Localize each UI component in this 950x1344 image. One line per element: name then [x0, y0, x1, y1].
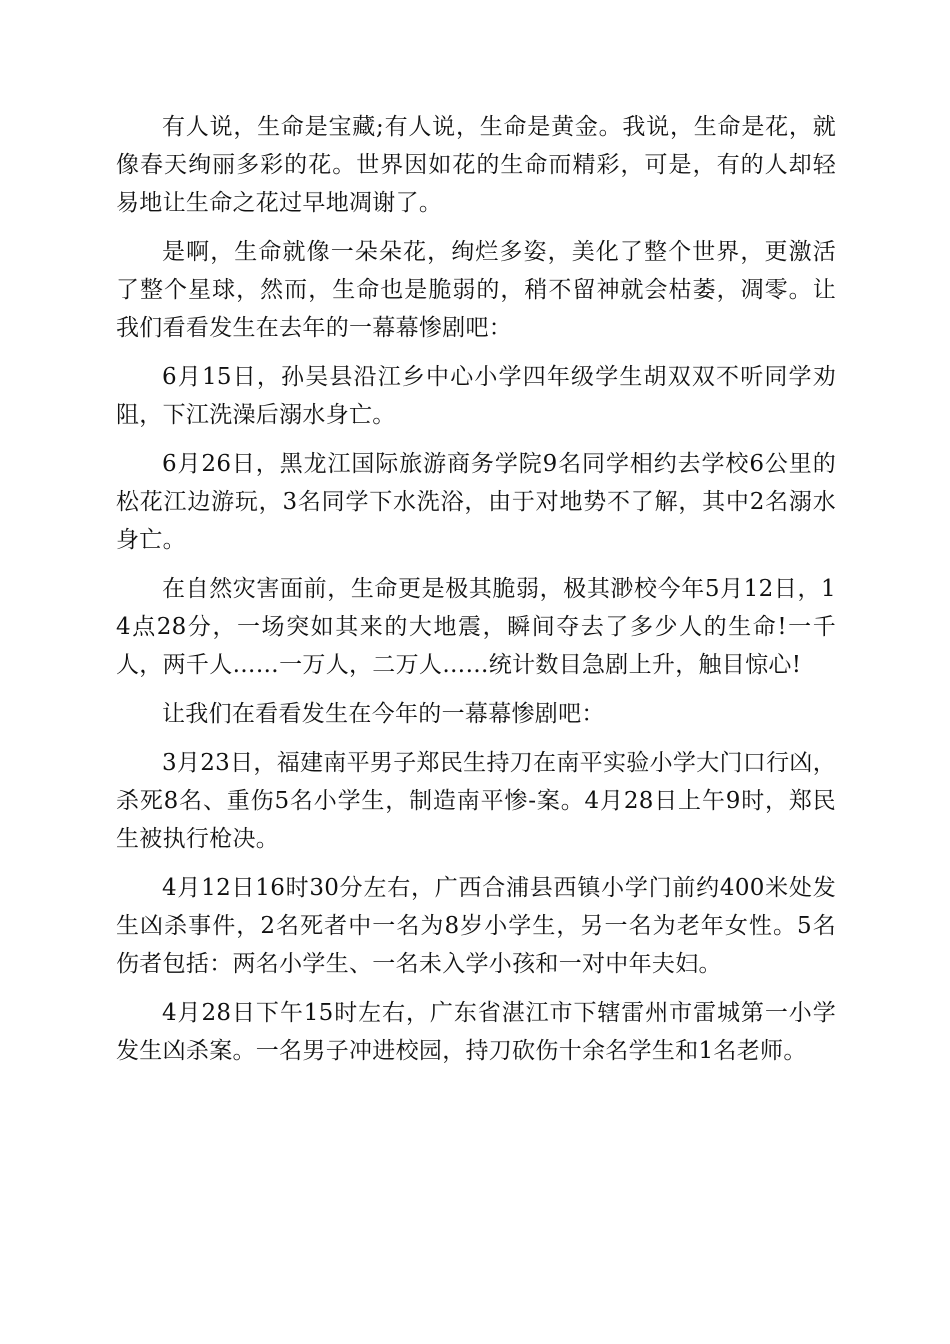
- paragraph-3: 6月15日，孙吴县沿江乡中心小学四年级学生胡双双不听同学劝阻，下江洗澡后溺水身亡。: [116, 364, 836, 428]
- document-body: [116, 108, 836, 1081]
- paragraph-6: 让我们在看看发生在今年的一幕幕惨剧吧：: [162, 701, 605, 727]
- paragraph-1: 有人说，生命是宝藏;有人说，生命是黄金。我说，生命是花，就像春天绚丽多彩的花。世界因如花的生命而精彩，可是，有的人却轻易地让生命之花过早地凋谢了。: [116, 114, 836, 216]
- paragraph-8: 4月12日16时30分左右，广西合浦县西镇小学门前约400米处发生凶杀事件，2名死者中一名为8岁小学生，另一名为老年女性。5名伤者包括：两名小学生、一名未入学小孩和一对中年夫妇。: [116, 875, 836, 977]
- paragraph-5: 在自然灾害面前，生命更是极其脆弱，极其渺校今年5月12日，14点28分，一场突如其来的大地震，瞬间夺去了多少人的生命!一千人，两千人……一万人，二万人……统计数目急剧上升，触目惊心!: [116, 576, 836, 678]
- paragraph-9: 4月28日下午15时左右，广东省湛江市下辖雷州市雷城第一小学发生凶杀案。一名男子冲进校园，持刀砍伤十余名学生和1名老师。: [116, 1000, 836, 1064]
- paragraph-2: 是啊，生命就像一朵朵花，绚烂多姿，美化了整个世界，更激活了整个星球，然而，生命也是脆弱的，稍不留神就会枯萎，凋零。让我们看看发生在去年的一幕幕惨剧吧：: [116, 239, 836, 341]
- paragraph-4: 6月26日，黑龙江国际旅游商务学院9名同学相约去学校6公里的松花江边游玩，3名同学下水洗浴，由于对地势不了解，其中2名溺水身亡。: [116, 451, 836, 553]
- paragraph-7: 3月23日，福建南平男子郑民生持刀在南平实验小学大门口行凶，杀死8名、重伤5名小学生，制造南平惨-案。4月28日上午9时，郑民生被执行枪决。: [116, 750, 836, 852]
